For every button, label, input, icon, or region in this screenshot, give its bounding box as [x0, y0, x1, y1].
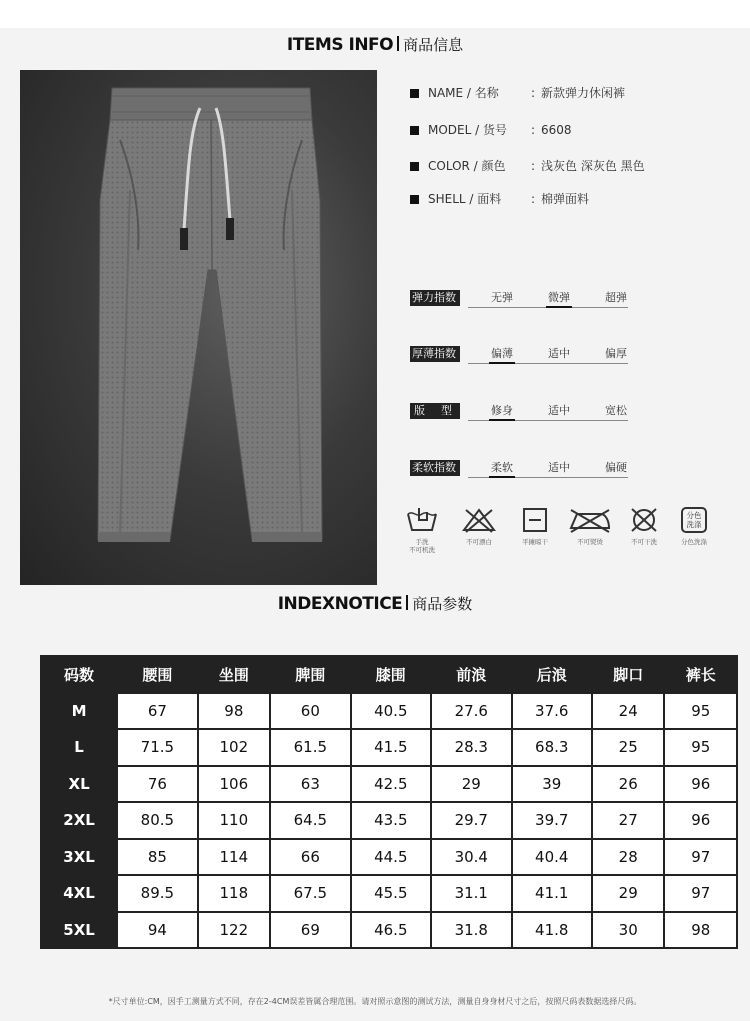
table-row	[42, 803, 736, 838]
table-cell: 85	[118, 840, 196, 875]
header-cell: 后浪	[513, 657, 591, 692]
table-cell: 98	[199, 694, 270, 729]
info-label: COLOR / 颜色	[428, 159, 506, 173]
care-caption: 手洗	[415, 538, 429, 546]
table-cell: 69	[271, 913, 349, 948]
index-fit	[410, 403, 630, 423]
table-cell: 76	[118, 767, 196, 802]
size-label-cell: 2XL	[42, 803, 116, 838]
care-caption: 不可机洗	[409, 546, 435, 554]
table-cell: 122	[199, 913, 270, 948]
table-cell: 26	[593, 767, 664, 802]
info-value: 6608	[541, 123, 572, 137]
size-table	[40, 655, 738, 949]
table-row	[42, 767, 736, 802]
table-cell: 42.5	[352, 767, 430, 802]
size-label-cell: M	[42, 694, 116, 729]
header-cell: 脚口	[593, 657, 664, 692]
table-cell: 41.5	[352, 730, 430, 765]
table-cell: 41.1	[513, 876, 591, 911]
index-tag: 厚薄指数	[410, 346, 460, 362]
table-cell: 96	[665, 803, 736, 838]
index-option: 适中	[548, 404, 570, 417]
care-no-iron	[565, 506, 615, 546]
separate-wash-icon-text: 洗涤	[686, 520, 702, 529]
table-cell: 67	[118, 694, 196, 729]
info-value: 浅灰色 深灰色 黑色	[541, 159, 645, 173]
table-cell: 45.5	[352, 876, 430, 911]
table-cell: 28.3	[432, 730, 510, 765]
index-option-selected: 修身	[482, 403, 522, 419]
care-separate-wash	[669, 506, 719, 546]
table-row	[42, 730, 736, 765]
table-cell: 44.5	[352, 840, 430, 875]
table-cell: 110	[199, 803, 270, 838]
table-cell: 30.4	[432, 840, 510, 875]
table-cell: 80.5	[118, 803, 196, 838]
hand-wash-icon	[405, 506, 439, 534]
table-cell: 37.6	[513, 694, 591, 729]
index-softness	[410, 460, 630, 480]
items-info-title-cn: 商品信息	[403, 36, 464, 54]
info-value: 新款弹力休闲裤	[541, 86, 626, 100]
header-cell: 坐围	[199, 657, 270, 692]
no-iron-icon	[567, 506, 613, 534]
title-separator	[406, 595, 408, 610]
index-elasticity	[410, 290, 630, 310]
index-option: 超弹	[605, 291, 627, 304]
separate-wash-icon-text: 分色	[686, 511, 702, 520]
size-label-cell: L	[42, 730, 116, 765]
header-cell: 裤长	[665, 657, 736, 692]
no-bleach-icon	[461, 506, 497, 534]
table-cell: 40.5	[352, 694, 430, 729]
care-caption: 平摊晾干	[522, 538, 548, 546]
table-cell: 39.7	[513, 803, 591, 838]
table-cell: 66	[271, 840, 349, 875]
care-caption: 不可干洗	[631, 538, 657, 546]
index-option: 适中	[548, 461, 570, 474]
table-cell: 95	[665, 730, 736, 765]
care-caption: 不可熨烫	[577, 538, 603, 546]
items-info-title-en: ITEMS INFO	[286, 35, 394, 55]
table-cell: 29	[593, 876, 664, 911]
no-dry-clean-icon	[628, 506, 660, 534]
separate-wash-icon	[679, 506, 709, 534]
table-cell: 27.6	[432, 694, 510, 729]
info-label: MODEL / 货号	[428, 123, 507, 137]
table-cell: 31.8	[432, 913, 510, 948]
table-cell: 118	[199, 876, 270, 911]
table-cell: 71.5	[118, 730, 196, 765]
size-table-header	[42, 657, 736, 692]
info-colon: :	[531, 86, 536, 100]
items-info-title	[0, 34, 750, 56]
index-tag: 版型	[410, 403, 460, 419]
info-colon: :	[531, 192, 536, 206]
size-label-cell: 4XL	[42, 876, 116, 911]
size-label-cell: XL	[42, 767, 116, 802]
table-cell: 24	[593, 694, 664, 729]
index-option-selected: 偏薄	[482, 346, 522, 362]
index-tag: 柔软指数	[410, 460, 460, 476]
table-row	[42, 840, 736, 875]
table-cell: 60	[271, 694, 349, 729]
index-option-selected: 微弹	[539, 290, 579, 306]
table-cell: 61.5	[271, 730, 349, 765]
info-colon: :	[531, 159, 536, 173]
table-cell: 28	[593, 840, 664, 875]
size-label-cell: 5XL	[42, 913, 116, 948]
flat-dry-icon	[520, 506, 550, 534]
index-notice-title	[0, 593, 750, 615]
index-tag: 弹力指数	[410, 290, 460, 306]
care-hand-wash	[397, 506, 447, 554]
index-notice-title-en: INDEXNOTICE	[277, 594, 403, 614]
header-cell: 膝围	[352, 657, 430, 692]
table-cell: 25	[593, 730, 664, 765]
pants-illustration	[20, 70, 377, 585]
info-label: NAME / 名称	[428, 86, 499, 100]
table-cell: 41.8	[513, 913, 591, 948]
table-row	[42, 876, 736, 911]
table-cell: 68.3	[513, 730, 591, 765]
table-cell: 43.5	[352, 803, 430, 838]
table-cell: 27	[593, 803, 664, 838]
info-value: 棉弹面料	[541, 192, 590, 206]
bullet-square	[410, 89, 419, 98]
index-option: 偏厚	[605, 347, 627, 360]
size-label-cell: 3XL	[42, 840, 116, 875]
info-label: SHELL / 面料	[428, 192, 502, 206]
index-notice-title-cn: 商品参数	[412, 595, 473, 613]
care-flat-dry	[510, 506, 560, 546]
index-option: 宽松	[605, 404, 627, 417]
index-option: 适中	[548, 347, 570, 360]
index-thickness	[410, 346, 630, 366]
table-cell: 98	[665, 913, 736, 948]
table-cell: 67.5	[271, 876, 349, 911]
table-cell: 114	[199, 840, 270, 875]
care-caption: 分色洗涤	[681, 538, 707, 546]
table-row	[42, 694, 736, 729]
table-cell: 39	[513, 767, 591, 802]
table-cell: 29	[432, 767, 510, 802]
table-cell: 31.1	[432, 876, 510, 911]
bullet-square	[410, 195, 419, 204]
table-cell: 63	[271, 767, 349, 802]
index-option: 无弹	[491, 291, 513, 304]
title-separator	[397, 36, 399, 51]
bullet-square	[410, 162, 419, 171]
table-cell: 94	[118, 913, 196, 948]
product-photo	[20, 70, 377, 585]
table-cell: 30	[593, 913, 664, 948]
table-cell: 96	[665, 767, 736, 802]
header-cell: 码数	[42, 657, 116, 692]
table-cell: 97	[665, 876, 736, 911]
table-cell: 89.5	[118, 876, 196, 911]
care-no-bleach	[454, 506, 504, 546]
header-cell: 脾围	[271, 657, 349, 692]
care-caption: 不可漂白	[466, 538, 492, 546]
table-row	[42, 913, 736, 948]
footnote: *尺寸单位:CM，因手工测量方式不同，存在2-4CM误差皆属合理范围。请对照示意图的测试方法，测量自身身材尺寸之后，按照尺码表数据选择尺码。	[108, 997, 642, 1006]
header-cell: 前浪	[432, 657, 510, 692]
header-cell: 腰围	[118, 657, 196, 692]
table-cell: 64.5	[271, 803, 349, 838]
info-colon: :	[531, 123, 536, 137]
index-option-selected: 柔软	[482, 460, 522, 476]
table-cell: 97	[665, 840, 736, 875]
table-cell: 95	[665, 694, 736, 729]
bullet-square	[410, 126, 419, 135]
table-cell: 40.4	[513, 840, 591, 875]
table-cell: 102	[199, 730, 270, 765]
table-cell: 106	[199, 767, 270, 802]
table-cell: 46.5	[352, 913, 430, 948]
table-cell: 29.7	[432, 803, 510, 838]
index-option: 偏硬	[605, 461, 627, 474]
care-no-dry-clean	[619, 506, 669, 546]
top-strip	[0, 0, 750, 28]
